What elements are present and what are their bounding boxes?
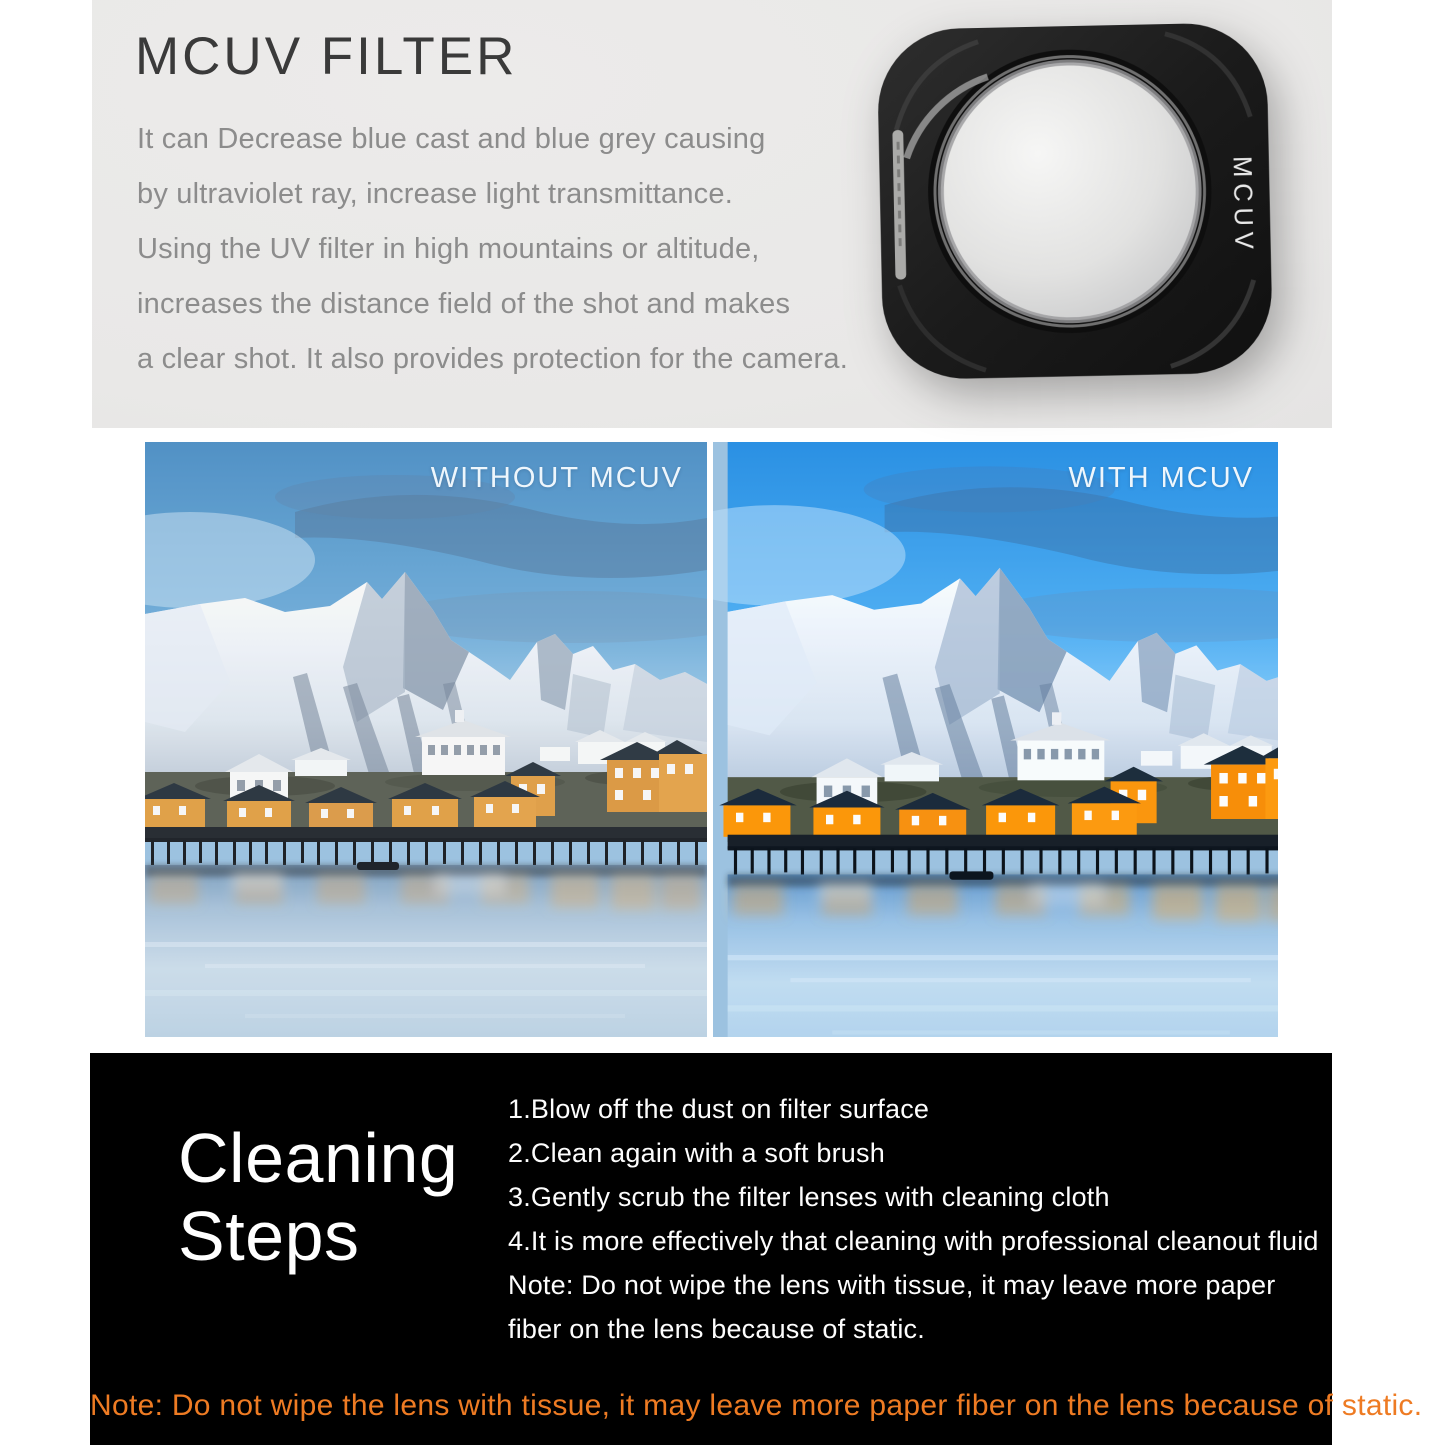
cleaning-heading: [178, 1119, 458, 1275]
product-vertical-label: MCUV: [1227, 155, 1258, 256]
step-line: 4.It is more effectively that cleaning with professional cleanout fluid: [508, 1226, 1319, 1256]
page-title: MCUV FILTER: [135, 27, 518, 86]
description-line: by ultraviolet ray, increase light transmittance.: [137, 178, 733, 210]
product-description: [137, 112, 848, 387]
cleaning-heading-line1: Cleaning: [178, 1119, 459, 1197]
description-line: Using the UV filter in high mountains or altitude,: [137, 233, 760, 265]
fjord-scene-illustration: [713, 442, 1278, 1037]
fjord-scene-illustration: [145, 442, 707, 1037]
static-warning-note: Note: Do not wipe the lens with tissue, it may leave more paper fiber on the lens because of static.: [90, 1389, 1423, 1422]
step-line: 3.Gently scrub the filter lenses with cleaning cloth: [508, 1182, 1110, 1212]
step-line: Note: Do not wipe the lens with tissue, it may leave more paper: [508, 1270, 1276, 1300]
description-line: increases the distance field of the shot and makes: [137, 288, 791, 320]
cleaning-heading-line2: Steps: [178, 1197, 360, 1275]
step-line: 1.Blow off the dust on filter surface: [508, 1094, 930, 1124]
hero-section: [92, 0, 1332, 428]
step-line: fiber on the lens because of static.: [508, 1314, 925, 1344]
description-line: a clear shot. It also provides protection for the camera.: [137, 343, 848, 375]
photo-label-with-mcuv: WITH MCUV: [1068, 462, 1254, 494]
cleaning-steps-list: [508, 1087, 1319, 1351]
cleaning-section: [90, 1053, 1423, 1445]
mcuv-filter-product-photo: [874, 20, 1276, 392]
comparison-photo-with-mcuv: [713, 442, 1278, 1037]
step-line: 2.Clean again with a soft brush: [508, 1138, 885, 1168]
photo-label-without-mcuv: WITHOUT MCUV: [430, 462, 683, 494]
description-line: It can Decrease blue cast and blue grey causing: [137, 123, 766, 155]
comparison-photo-without-mcuv: [145, 442, 707, 1037]
